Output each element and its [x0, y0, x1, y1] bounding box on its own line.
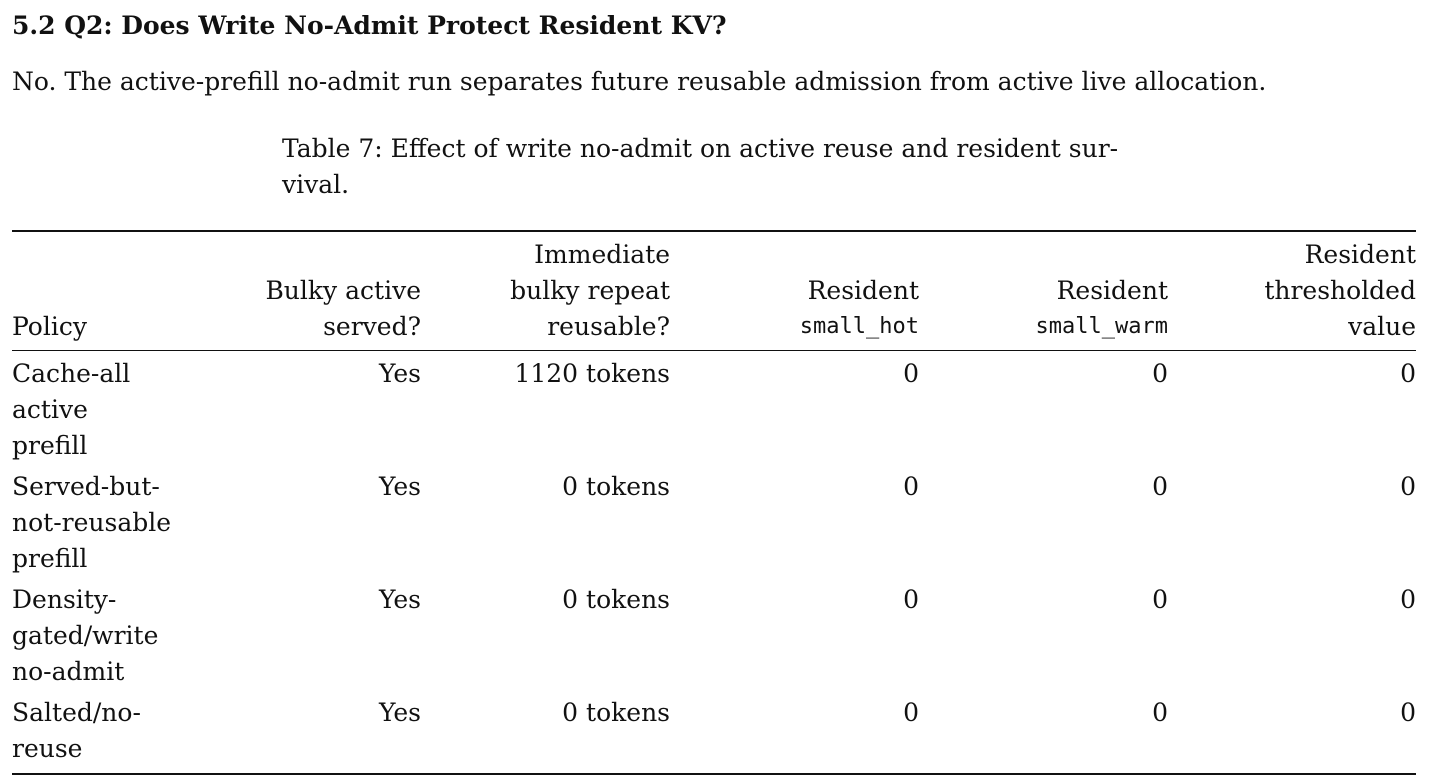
header-bulky-active-served: Bulky active served? — [265, 276, 421, 341]
cell-policy: Cache-all active prefill — [12, 359, 131, 460]
cell-thresholded: 0 — [1400, 585, 1416, 614]
paper-page — [12, 0, 1416, 773]
header-resident-thresholded-value: Resident thresholded value — [1264, 240, 1416, 341]
cell-policy: Salted/no- reuse — [12, 698, 141, 763]
table-row — [12, 464, 1416, 577]
cell-repeat: 0 tokens — [562, 472, 670, 501]
header-immediate-bulky-repeat: Immediate bulky repeat reusable? — [510, 240, 670, 341]
cell-policy: Served-but- not-reusable prefill — [12, 472, 172, 573]
header-resident-small-warm: Resident small_warm — [1035, 276, 1168, 339]
table-caption-line: vival. — [282, 170, 350, 199]
cell-small-warm: 0 — [1152, 698, 1168, 727]
table-row — [12, 690, 1416, 774]
cell-small-hot: 0 — [903, 359, 919, 388]
cell-policy: Density- gated/write no-admit — [12, 585, 159, 686]
cell-served: Yes — [379, 359, 421, 388]
cell-repeat: 0 tokens — [562, 698, 670, 727]
cell-repeat: 0 tokens — [562, 585, 670, 614]
cell-small-warm: 0 — [1152, 359, 1168, 388]
cell-small-hot: 0 — [903, 698, 919, 727]
cell-served: Yes — [379, 472, 421, 501]
header-resident-small-hot: Resident small_hot — [799, 276, 919, 339]
cell-served: Yes — [379, 698, 421, 727]
section-body-text: No. The active-prefill no-admit run separates future reusable admission from active live allocation. — [12, 67, 1267, 96]
cell-repeat: 1120 tokens — [514, 359, 670, 388]
table-caption — [282, 131, 1157, 203]
cell-small-hot: 0 — [903, 585, 919, 614]
cell-small-hot: 0 — [903, 472, 919, 501]
cell-thresholded: 0 — [1400, 698, 1416, 727]
table-caption-line: Table 7: Effect of write no-admit on active reuse and resident sur- — [282, 134, 1119, 163]
results-table — [12, 230, 1416, 775]
table-header-row — [12, 231, 1416, 351]
cell-thresholded: 0 — [1400, 472, 1416, 501]
table-row — [12, 577, 1416, 690]
cell-small-warm: 0 — [1152, 472, 1168, 501]
section-title: 5.2 Q2: Does Write No-Admit Protect Resident KV? — [12, 11, 727, 40]
cell-served: Yes — [379, 585, 421, 614]
cell-small-warm: 0 — [1152, 585, 1168, 614]
header-policy: Policy — [12, 312, 87, 341]
table-row — [12, 351, 1416, 465]
cell-thresholded: 0 — [1400, 359, 1416, 388]
